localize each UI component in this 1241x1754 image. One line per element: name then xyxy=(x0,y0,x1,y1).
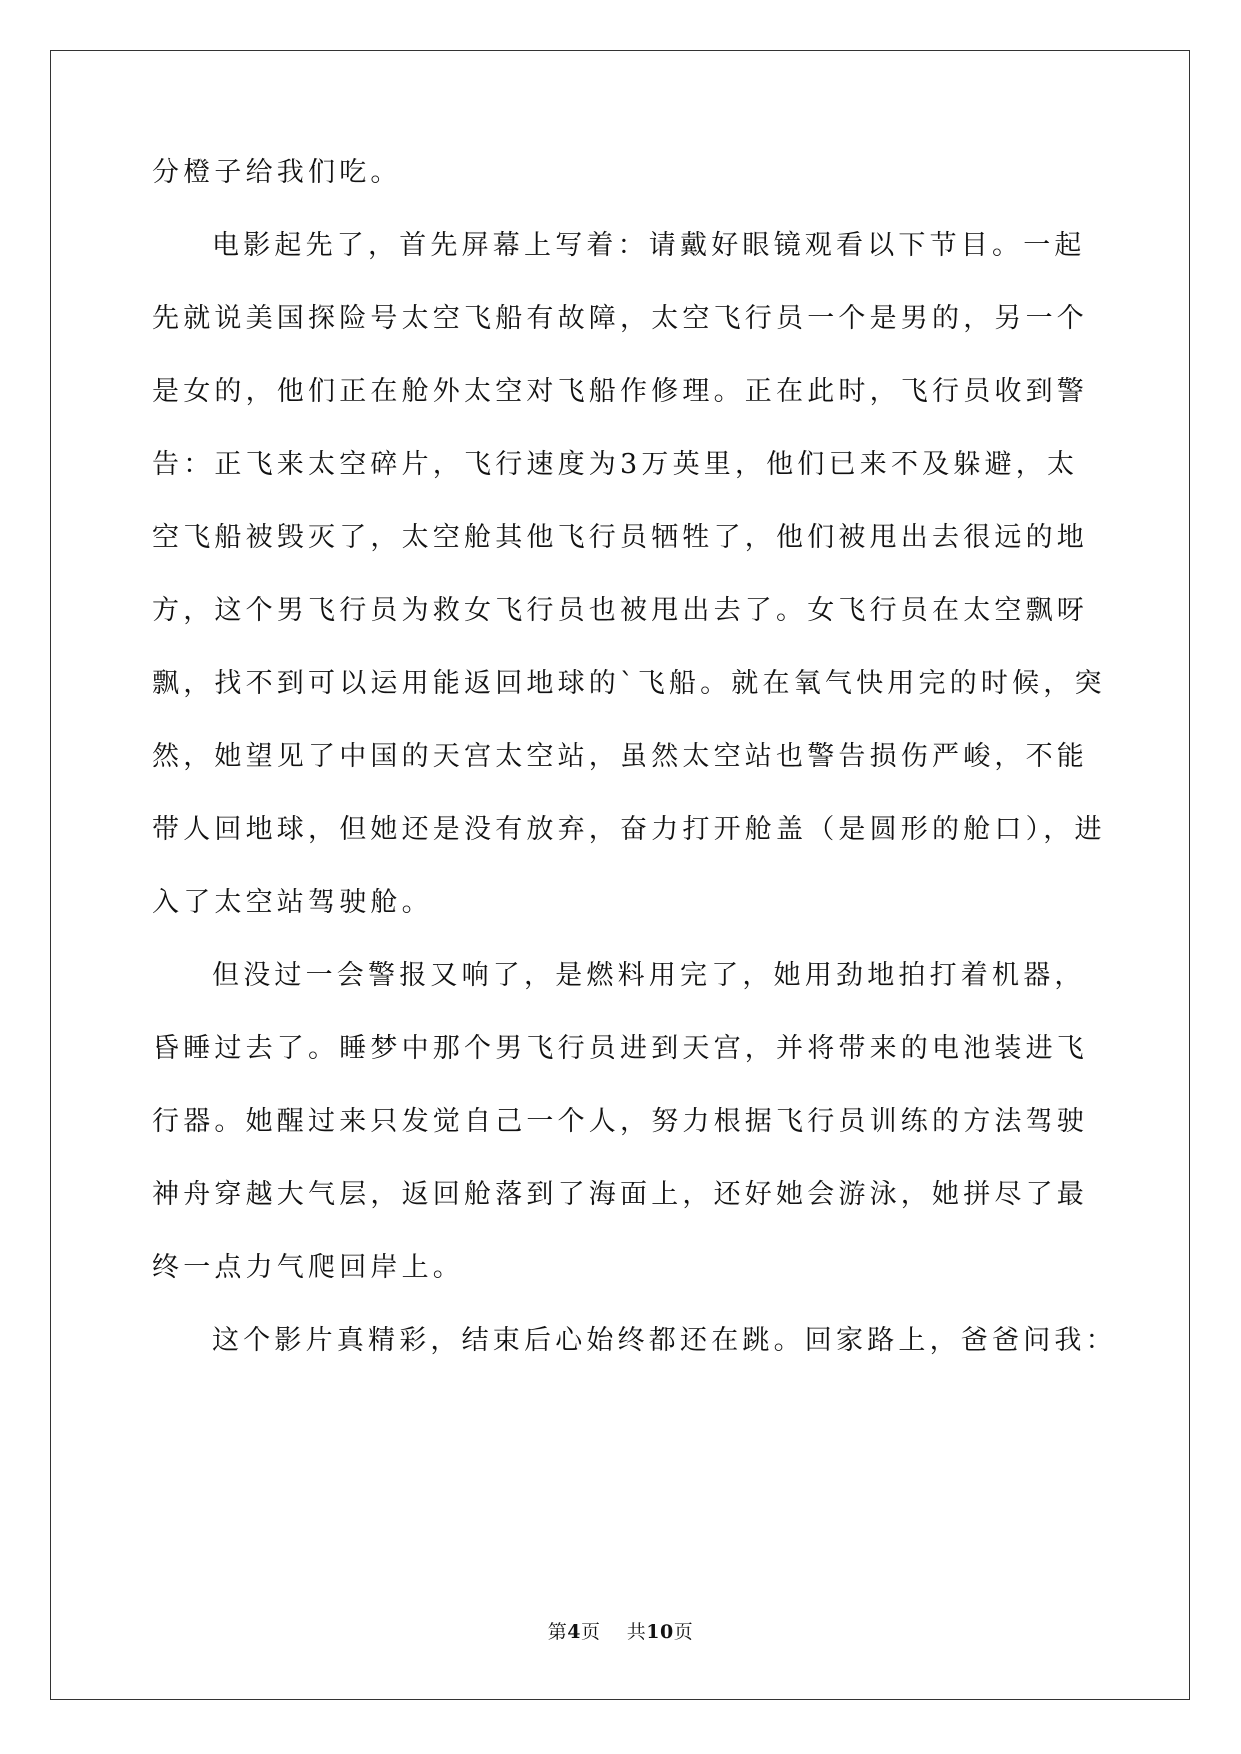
text-line: 行器。她醒过来只发觉自己一个人，努力根据飞行员训练的方法驾驶 xyxy=(152,1106,1088,1137)
total-pages: 10 xyxy=(646,1621,674,1643)
page-border xyxy=(50,50,1190,1700)
text-line: 分橙子给我们吃。 xyxy=(152,157,402,188)
text-line: 昏睡过去了。睡梦中那个男飞行员进到天宫，并将带来的电池装进飞 xyxy=(152,1033,1088,1064)
text-line: 先就说美国探险号太空飞船有故障，太空飞行员一个是男的，另一个 xyxy=(152,303,1088,334)
page-unit: 页 xyxy=(581,1621,601,1643)
page-number: 4 xyxy=(567,1621,582,1643)
text-line: 空飞船被毁灭了，太空舱其他飞行员牺牲了，他们被甩出去很远的地 xyxy=(152,522,1088,553)
text-line: 方，这个男飞行员为救女飞行员也被甩出去了。女飞行员在太空飘呀 xyxy=(152,595,1088,626)
text-line: 入了太空站驾驶舱。 xyxy=(152,887,433,918)
paragraph-start-line: 这个影片真精彩，结束后心始终都还在跳。回家路上，爸爸问我： xyxy=(212,1325,1117,1356)
text-line: 告：正飞来太空碎片，飞行速度为3万英里，他们已来不及躲避，太 xyxy=(152,449,1079,480)
page-prefix: 第 xyxy=(547,1621,568,1643)
page-footer xyxy=(0,1617,1241,1644)
paragraph-start-line: 电影起先了，首先屏幕上写着：请戴好眼镜观看以下节目。一起 xyxy=(212,230,1086,261)
total-unit: 页 xyxy=(673,1621,694,1643)
total-prefix: 共 xyxy=(626,1621,647,1643)
text-line: 然，她望见了中国的天宫太空站，虽然太空站也警告损伤严峻，不能 xyxy=(152,741,1088,772)
text-line: 终一点力气爬回岸上。 xyxy=(152,1252,464,1283)
paragraph-start-line: 但没过一会警报又响了，是燃料用完了，她用劲地拍打着机器， xyxy=(212,960,1086,991)
text-line: 是女的，他们正在舱外太空对飞船作修理。正在此时，飞行员收到警 xyxy=(152,376,1088,407)
text-line: 神舟穿越大气层，返回舱落到了海面上，还好她会游泳，她拼尽了最 xyxy=(152,1179,1088,1210)
text-line: 飘，找不到可以运用能返回地球的`飞船。就在氧气快用完的时候，突 xyxy=(152,668,1106,699)
text-line: 带人回地球，但她还是没有放弃，奋力打开舱盖（是圆形的舱口），进 xyxy=(152,814,1106,845)
